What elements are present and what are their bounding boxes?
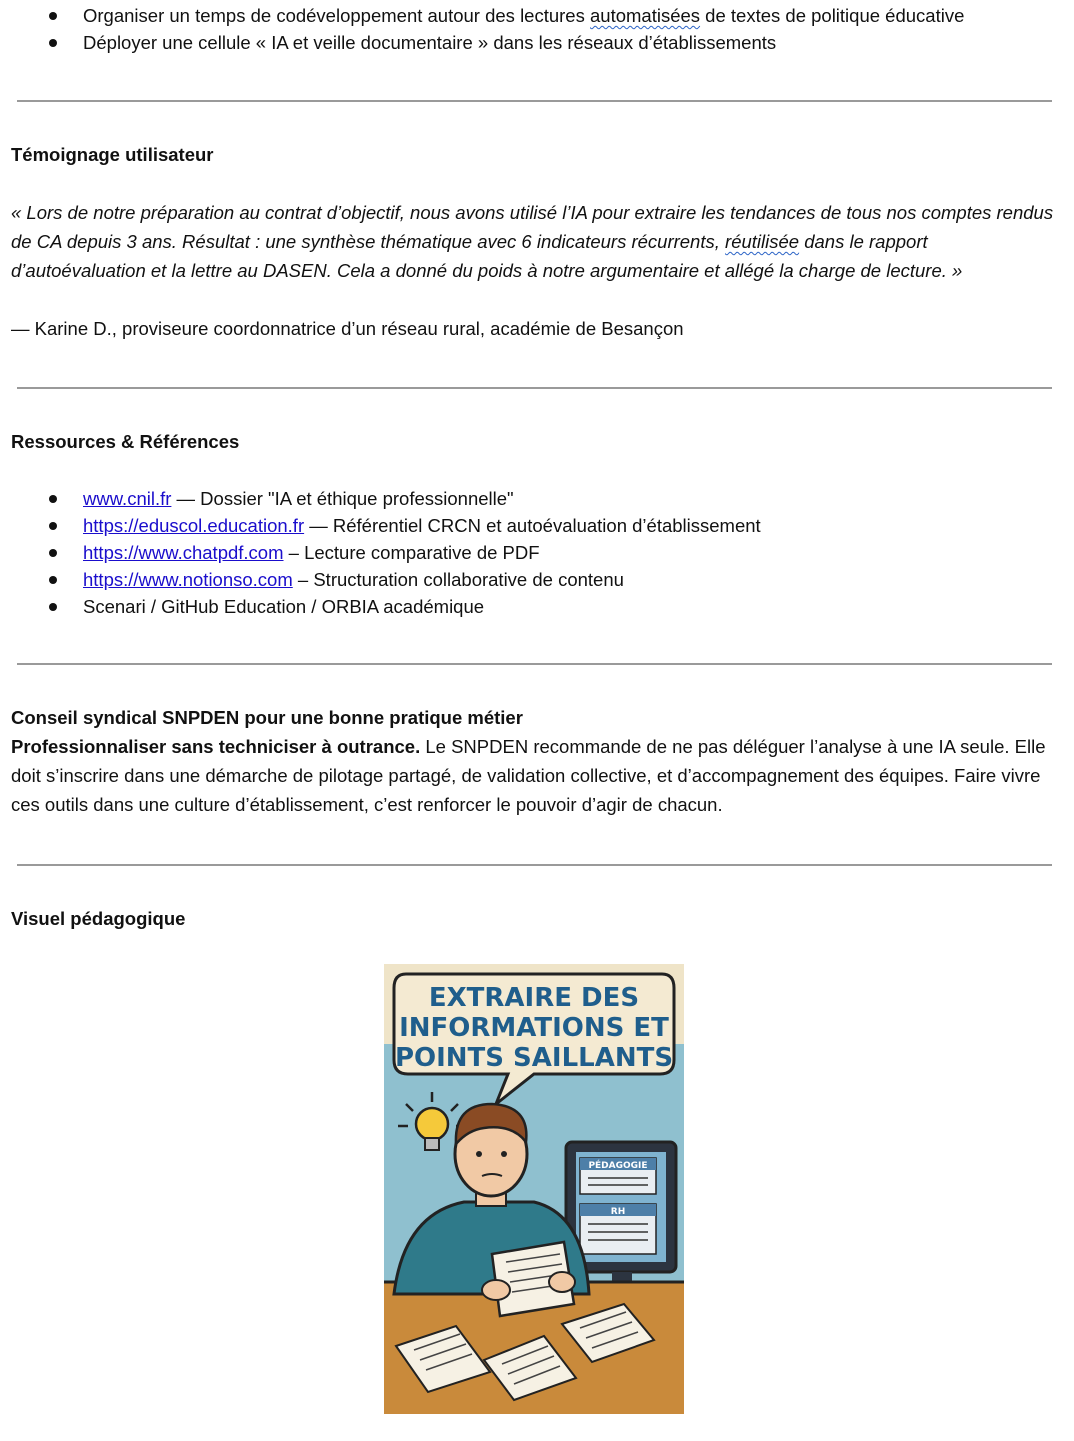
bullet-dot	[49, 549, 57, 557]
screen-label-rh: RH	[610, 1207, 626, 1217]
bullet-dot	[49, 576, 57, 584]
advice-lead: Professionnaliser sans techniciser à outrance.	[11, 736, 421, 757]
link-eduscol[interactable]: https://eduscol.education.fr	[83, 515, 305, 536]
bullet-dot	[49, 522, 57, 530]
bullet-dot	[49, 603, 57, 611]
bullet-dot	[49, 495, 57, 503]
advice-paragraph: Professionnaliser sans techniciser à outrance. Le SNPDEN recommande de ne pas déléguer l’analyse à une IA seule. Elle doit s’inscrire dans une démarche de pilotage partagé, de validation collective, et d’accompagnement des équipes. Faire vivre ces outils dans une culture d’établissement, c’est renforcer le pouvoir d’agir de chacun.	[11, 736, 1046, 815]
poster-title-line-2: INFORMATIONS ET	[399, 1013, 669, 1043]
testimony-author: — Karine D., proviseure coordonnatrice d’un réseau rural, académie de Besançon	[11, 318, 684, 339]
bullet-dot	[49, 12, 57, 20]
visual-heading: Visuel pédagogique	[11, 908, 186, 929]
horizontal-rule	[17, 387, 1052, 389]
bullet-dot	[49, 39, 57, 47]
link-chatpdf[interactable]: https://www.chatpdf.com	[83, 542, 284, 563]
resources-heading: Ressources & Références	[11, 431, 240, 452]
horizontal-rule	[17, 100, 1052, 102]
top-bullet-list	[0, 2, 964, 56]
horizontal-rule	[17, 663, 1052, 665]
testimony-quote: « Lors de notre préparation au contrat d’objectif, nous avons utilisé l’IA pour extraire les tendances de tous nos comptes rendus de CA depuis 3 ans. Résultat : une synthèse thématique avec 6 indicateurs récurrents, réutilisée dans le rapport d’autoévaluation et la lettre au DASEN. Cela a donné du poids à notre argumentaire et allégé la charge de lecture. »	[11, 202, 1054, 281]
pedagogical-poster-illustration	[384, 964, 684, 1414]
link-notionso[interactable]: https://www.notionso.com	[83, 569, 293, 590]
testimony-heading: Témoignage utilisateur	[11, 144, 214, 165]
list-item: https://eduscol.education.fr — Référentiel CRCN et autoévaluation d’établissement	[0, 512, 761, 539]
list-item: Déployer une cellule « IA et veille documentaire » dans les réseaux d’établissements	[0, 29, 964, 56]
screen-label-pedagogie: PÉDAGOGIE	[588, 1161, 648, 1171]
link-cnil[interactable]: www.cnil.fr	[83, 488, 172, 509]
spellcheck-flagged-word[interactable]: automatisées	[590, 5, 701, 26]
list-item: www.cnil.fr — Dossier "IA et éthique professionnelle"	[0, 485, 761, 512]
horizontal-rule	[17, 864, 1052, 866]
list-item: https://www.chatpdf.com – Lecture comparative de PDF	[0, 539, 761, 566]
poster-title-line-3: POINTS SAILLANTS	[394, 1043, 674, 1073]
resources-list	[0, 485, 761, 620]
poster-title-line-1: EXTRAIRE DES	[428, 983, 640, 1013]
list-item: Scenari / GitHub Education / ORBIA académique	[0, 593, 761, 620]
advice-heading: Conseil syndical SNPDEN pour une bonne pratique métier	[11, 707, 523, 728]
list-item: https://www.notionso.com – Structuration collaborative de contenu	[0, 566, 761, 593]
list-item: Organiser un temps de codéveloppement autour des lectures automatisées de textes de politique éducative	[0, 2, 964, 29]
spellcheck-flagged-word[interactable]: réutilisée	[725, 231, 800, 252]
